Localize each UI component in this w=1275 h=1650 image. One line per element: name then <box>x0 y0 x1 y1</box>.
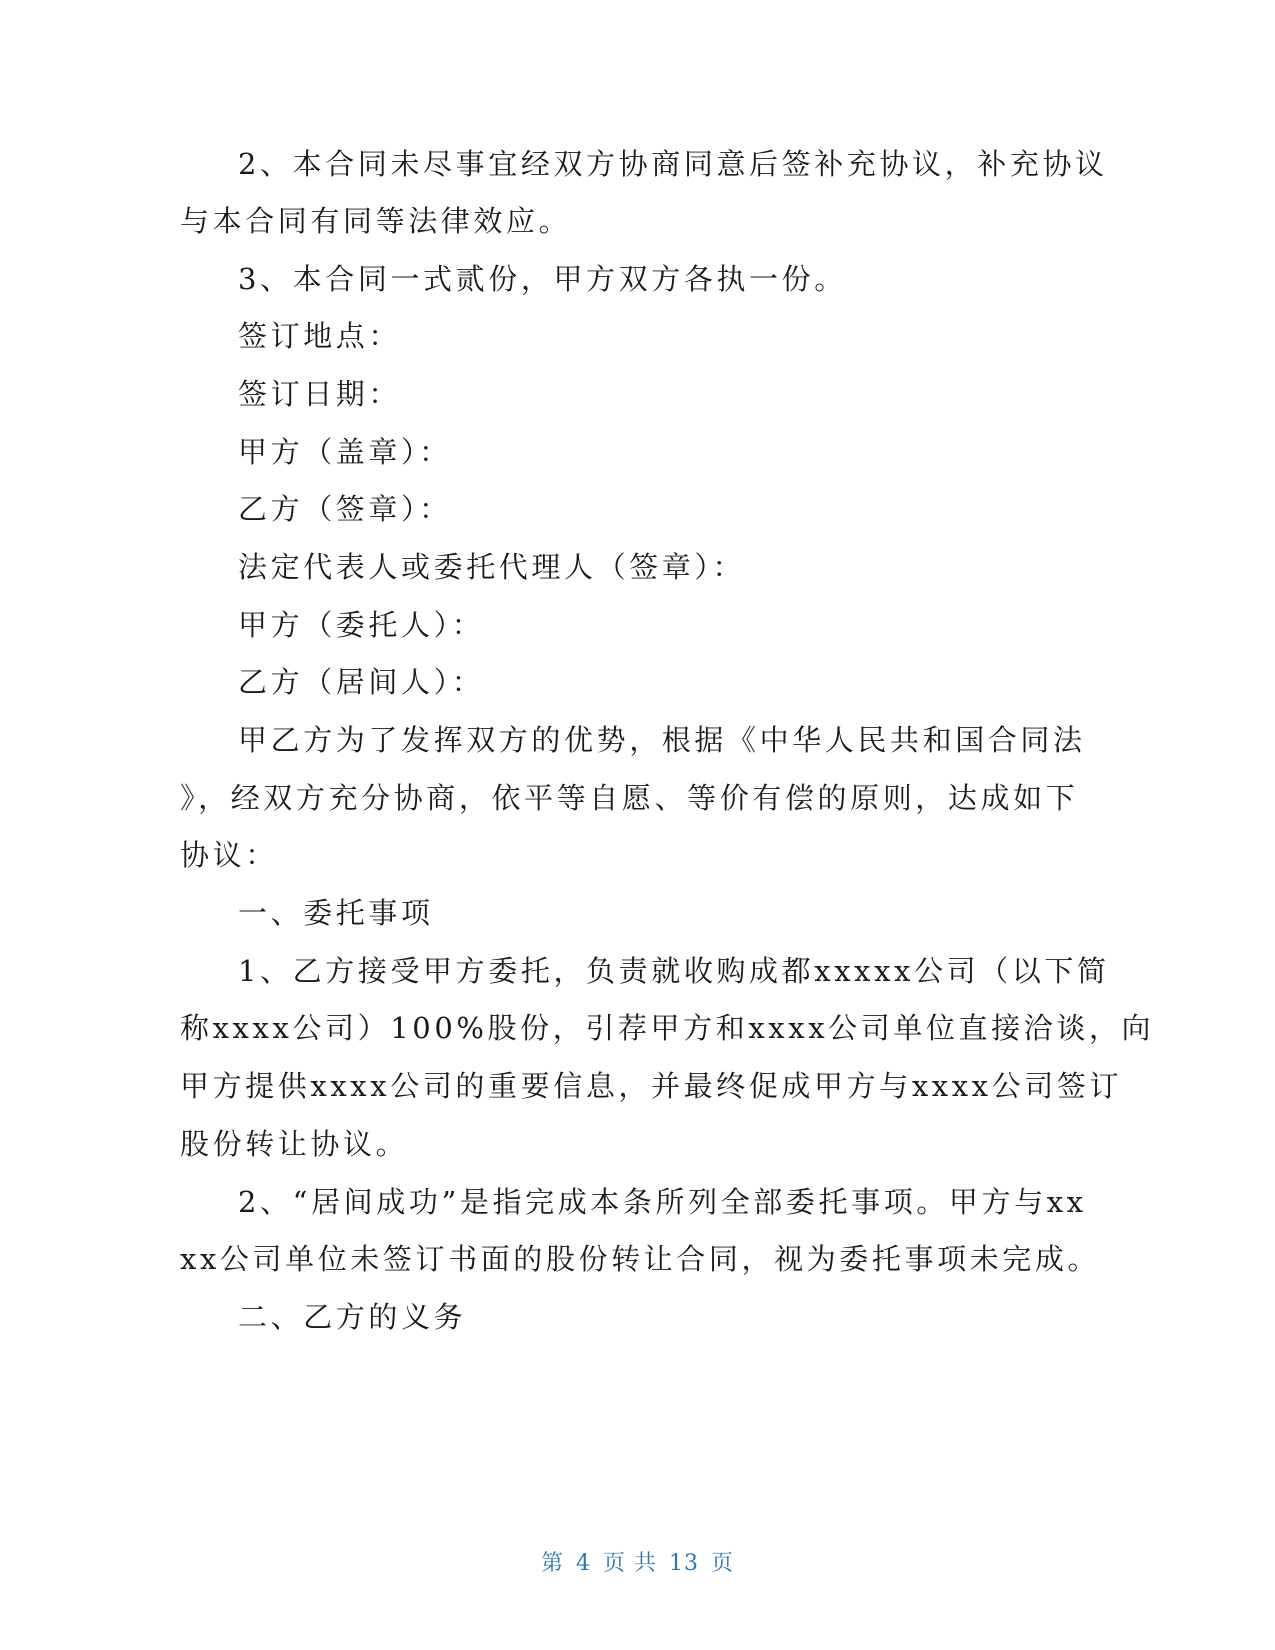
page-number-footer <box>0 1546 1275 1577</box>
paragraph-line: 甲方提供xxxx公司的重要信息，并最终促成甲方与xxxx公司签订 <box>180 1069 1123 1103</box>
party-b-intermediary-label: 乙方（居间人）： <box>238 665 485 699</box>
paragraph-line: 1、乙方接受甲方委托，负责就收购成都xxxxx公司（以下简 <box>238 954 1110 988</box>
representative-label: 法定代表人或委托代理人（签章）： <box>238 550 746 584</box>
paragraph-line: 2、“居间成功”是指完成本条所列全部委托事项。甲方与xx <box>238 1185 1087 1219</box>
paragraph-line: 称xxxx公司）100%股份，引荐甲方和xxxx公司单位直接洽谈，向 <box>180 1011 1155 1045</box>
paragraph-line: 2、本合同未尽事宜经双方协商同意后签补充协议，补充协议 <box>238 147 1108 181</box>
paragraph-line: 》，经双方充分协商，依平等自愿、等价有偿的原则，达成如下 <box>180 781 1079 815</box>
paragraph-line: 与本合同有同等法律效应。 <box>180 204 572 238</box>
paragraph-line: 协议： <box>180 838 278 872</box>
paragraph-line: 甲乙方为了发挥双方的优势，根据《中华人民共和国合同法 <box>238 723 1086 757</box>
page-label-mid: 页 共 <box>603 1551 657 1576</box>
party-b-seal-label: 乙方（签章）： <box>238 492 452 526</box>
page-label-suffix: 页 <box>711 1551 735 1576</box>
current-page-number: 4 <box>576 1551 591 1576</box>
section-heading: 二、乙方的义务 <box>238 1300 467 1334</box>
section-heading: 一、委托事项 <box>238 896 434 930</box>
paragraph-line: 股份转让协议。 <box>180 1127 409 1161</box>
paragraph-line: 3、本合同一式贰份，甲方双方各执一份。 <box>238 262 847 296</box>
party-a-seal-label: 甲方（盖章）： <box>238 435 452 469</box>
paragraph-line: xx公司单位未签订书面的股份转让合同，视为委托事项未完成。 <box>180 1242 1101 1276</box>
signing-place-label: 签订地点： <box>238 319 402 353</box>
signing-date-label: 签订日期： <box>238 377 402 411</box>
total-page-number: 13 <box>669 1551 699 1576</box>
page-label-prefix: 第 <box>540 1551 564 1576</box>
party-a-principal-label: 甲方（委托人）： <box>238 608 485 642</box>
